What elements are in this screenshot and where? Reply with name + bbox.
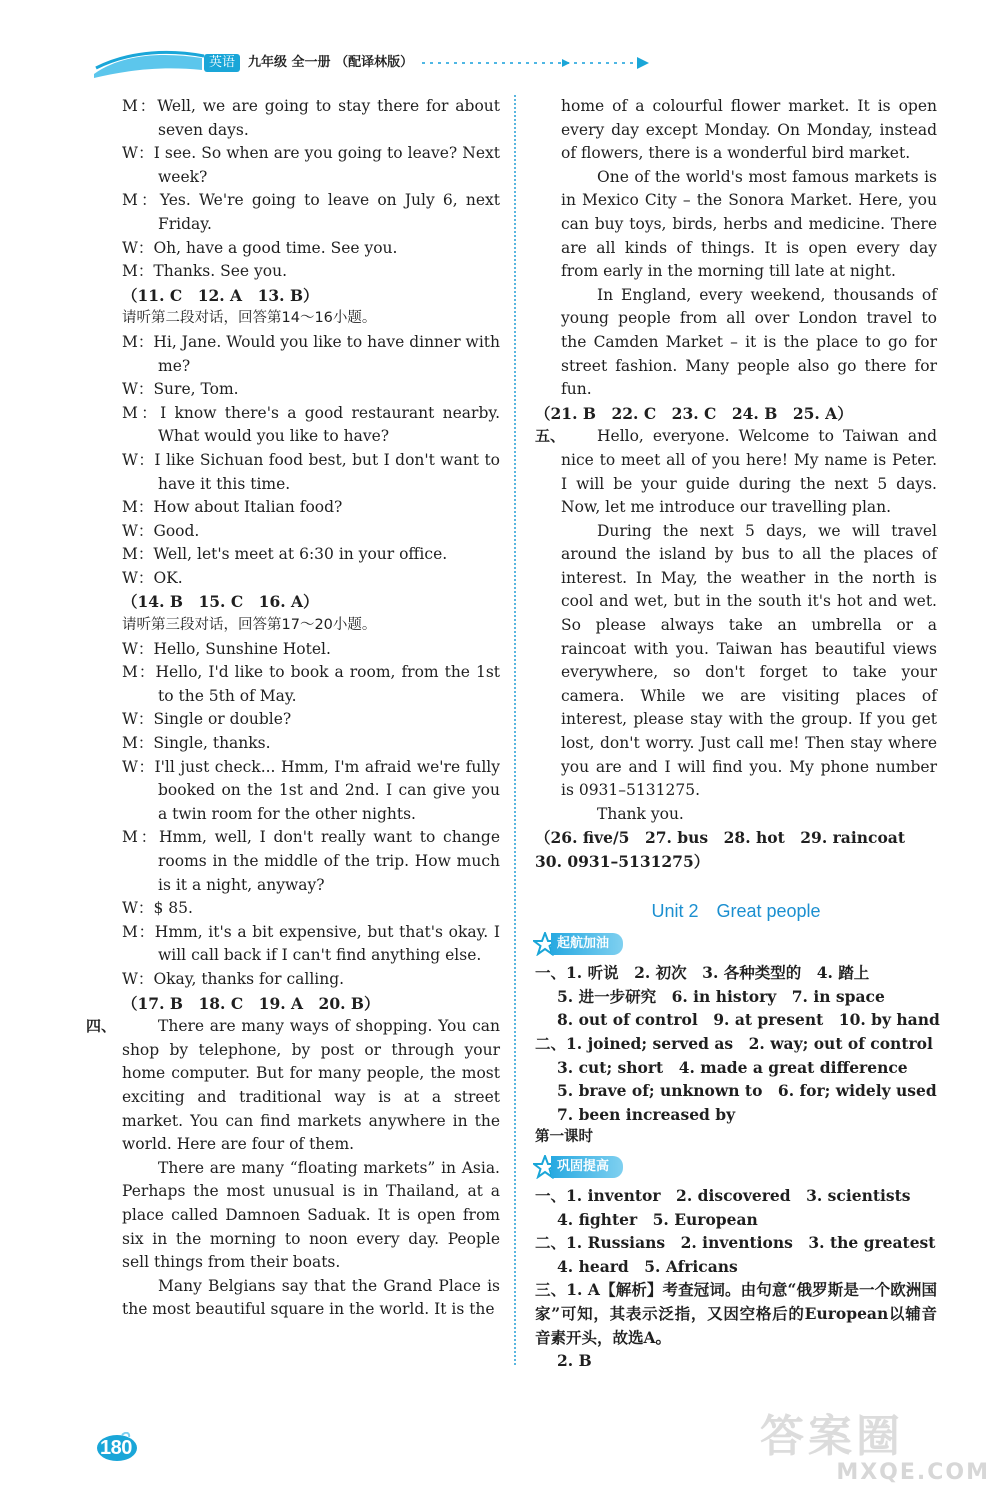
speaker: M： xyxy=(122,828,160,847)
left-column xyxy=(86,95,501,1322)
passage-paragraph: During the next 5 days, we will travel around the island by bus to all the places of interest. In May, the weather in the north is cool and wet, but in the south it's hot and wet. So please always take an umbrella or a raincoat with you. Taiwan has beautiful views everywhere, so don't forget to take your camera. While we are visiting places of interest, please stay with the group. If you get lost, don't worry. Just call me! Then stay where you are and I will find you. My phone number is 0931–5131275. xyxy=(561,521,937,800)
page-number-text: 180 xyxy=(100,1437,132,1459)
lesson-heading: 第一课时 xyxy=(535,1129,593,1146)
exercise-line: 2. B xyxy=(557,1351,592,1371)
dialogue-text: Okay, thanks for calling. xyxy=(153,969,345,988)
dialogue-line xyxy=(122,756,500,827)
dialogue-text: I see. So when are you going to leave? Next week? xyxy=(153,144,500,186)
dialogue-line xyxy=(122,142,500,189)
exercise-list xyxy=(535,961,940,1126)
section-banner xyxy=(533,931,937,957)
dialogue-text: Hi, Jane. Would you like to have dinner with me? xyxy=(153,332,500,375)
dialogue-line xyxy=(122,260,500,284)
dialogue-text: Yes. We're going to leave on July 6, next Friday. xyxy=(158,191,501,233)
dialogue-text: How about Italian food? xyxy=(153,498,343,517)
dialogue-line xyxy=(122,826,500,897)
dialogue-3 xyxy=(122,638,500,992)
exercise-line: 3. cut; short 4. made a great difference xyxy=(557,1057,908,1077)
banner-label: 起航加油 xyxy=(551,933,623,955)
section-five xyxy=(535,425,937,826)
dialogue-line xyxy=(122,402,500,449)
banner-label: 巩固提高 xyxy=(551,1156,623,1178)
dialogue-line xyxy=(122,661,500,708)
dialogue-2 xyxy=(122,331,500,591)
dialogue-text: Good. xyxy=(153,521,200,540)
book-title xyxy=(248,54,413,72)
dialogue-1-tail xyxy=(122,95,500,284)
exercise-line: 4. fighter 5. European xyxy=(557,1209,758,1229)
passage-paragraph: There are many ways of shopping. You can shop by telephone, by post or through your home computer. But for many people, the most exciting and traditional way is at a street market. You can find markets anywhere in the world. Here are four of them. xyxy=(122,1017,500,1154)
speaker: M： xyxy=(122,498,154,517)
dialogue-line xyxy=(122,897,500,921)
answer-key: （11. C 12. A 13. B） xyxy=(122,285,319,305)
dialogue-text: I'll just check... Hmm, I'm afraid we're fully booked on the 1st and 2nd. I can give you a twin room for the other nights. xyxy=(154,757,500,823)
section-banner xyxy=(533,1154,937,1180)
speaker: W： xyxy=(122,568,154,587)
dialogue-text: Hmm, well, I don't really want to change rooms in the middle of the trip. How much is it a night, anyway? xyxy=(158,828,501,894)
passage-paragraph: Hello, everyone. Welcome to Taiwan and nice to meet all of you here! My name is Peter. I will be your guide during the next 5 days. Now, let me introduce our travelling plan. xyxy=(561,427,937,517)
dialogue-line xyxy=(122,567,500,591)
speaker: M： xyxy=(122,734,154,753)
speaker: M： xyxy=(122,403,161,422)
speaker: W： xyxy=(122,380,154,399)
listening-instruction: 请听第三段对话，回答第17～20小题。 xyxy=(122,617,377,634)
dialogue-line xyxy=(122,331,500,378)
dialogue-text: I know there's a good restaurant nearby. What would you like to have? xyxy=(158,403,500,446)
dialogue-text: I like Sichuan food best, but I don't want to have it this time. xyxy=(154,450,501,493)
exercise-line: 5. 进一步研究 6. in history 7. in space xyxy=(557,986,885,1006)
speaker: M： xyxy=(122,262,154,281)
answer-key: （21. B 22. C 23. C 24. B 25. A） xyxy=(535,403,853,423)
passage-paragraph: One of the world's most famous markets is in Mexico City – the Sonora Market. Here, you can buy toys, birds, herbs and medicine. There are all kinds of things. It is open every day from early in the morning till late at night. xyxy=(561,167,937,281)
dialogue-text: Well, let's meet at 6:30 in your office. xyxy=(153,545,448,564)
volume-label: 全一册 xyxy=(291,55,331,70)
exercise-line: 7. been increased by xyxy=(557,1104,736,1124)
watermark-text: 答案圈 xyxy=(760,1411,904,1462)
watermark-logo xyxy=(760,1400,990,1490)
exercise-line: 二、1. Russians 2. inventions 3. the greatest xyxy=(535,1233,936,1253)
dialogue-text: Thanks. See you. xyxy=(153,262,288,281)
dialogue-text: Single, thanks. xyxy=(153,734,271,753)
dialogue-line xyxy=(122,708,500,732)
dialogue-line xyxy=(122,449,500,496)
speaker: W： xyxy=(122,710,154,729)
listening-instruction: 请听第二段对话，回答第14～16小题。 xyxy=(122,310,377,327)
grade-label: 九年级 xyxy=(248,55,288,70)
subject-badge: 英语 xyxy=(204,54,240,72)
dialogue-text: Single or double? xyxy=(153,710,292,729)
section-number: 五、 xyxy=(535,427,566,446)
dialogue-text: Hello, I'd like to book a room, from the 1st to the 5th of May. xyxy=(155,663,501,705)
edition-label: （配译林版） xyxy=(335,55,414,70)
dialogue-text: Hmm, it's a bit expensive, but that's okay. I will call back if I can't find anything else. xyxy=(154,922,500,965)
exercise-line: 8. out of control 9. at present 10. by hand xyxy=(557,1010,940,1030)
dialogue-line xyxy=(122,378,500,402)
dialogue-line xyxy=(122,95,500,142)
exercise-line: 一、1. inventor 2. discovered 3. scientists xyxy=(535,1185,911,1205)
passage-paragraph: Thank you. xyxy=(597,804,684,823)
dialogue-text: $ 85. xyxy=(153,899,193,918)
dialogue-text: OK. xyxy=(153,568,183,587)
answer-key: 30. 0931–5131275） xyxy=(535,852,710,871)
speaker: W： xyxy=(122,238,154,257)
exercise-line: 4. heard 5. Africans xyxy=(557,1256,738,1276)
section-four xyxy=(86,1015,500,1322)
speaker: M： xyxy=(122,191,160,210)
watermark-url: MXQE.COM xyxy=(836,1460,990,1485)
speaker: W： xyxy=(122,450,155,469)
answer-key: （26. five/5 27. bus 28. hot 29. raincoat xyxy=(535,828,905,848)
answer-key: （14. B 15. C 16. A） xyxy=(122,592,319,612)
speaker: M： xyxy=(122,332,154,351)
dialogue-line xyxy=(122,968,500,992)
speaker: M： xyxy=(122,922,155,941)
dialogue-line xyxy=(122,237,500,261)
exercise-line: 二、1. joined; served as 2. way; out of control xyxy=(535,1033,933,1053)
speaker: M： xyxy=(122,97,158,115)
section-number: 四、 xyxy=(86,1017,117,1036)
exercise-line: 5. brave of; unknown to 6. for; widely used xyxy=(557,1081,937,1101)
speaker: W： xyxy=(122,969,154,988)
right-column xyxy=(535,95,940,1373)
speaker: W： xyxy=(122,639,154,658)
dialogue-line xyxy=(122,921,500,968)
exercise-explanation: 三、1. A【解析】考查冠词。由句意“俄罗斯是一个欧洲国家”可知，其表示泛指，又因空格后的European以辅音音素开头，故选A。 xyxy=(535,1280,937,1347)
dialogue-text: Oh, have a good time. See you. xyxy=(153,238,398,257)
speaker: M： xyxy=(122,545,154,564)
dialogue-line xyxy=(122,638,500,662)
column-divider xyxy=(514,95,516,1365)
dialogue-line xyxy=(122,520,500,544)
passage-paragraph: Many Belgians say that the Grand Place is the most beautiful square in the world. It is the xyxy=(122,1276,500,1319)
dialogue-line xyxy=(122,189,500,236)
speaker: W： xyxy=(122,144,154,163)
passage-paragraph: In England, every weekend, thousands of young people from all over London travel to the Camden Market – it is the place to go for street fashion. Many people also go there for fun. xyxy=(561,285,937,399)
dialogue-text: Hello, Sunshine Hotel. xyxy=(153,639,331,658)
passage-paragraph: home of a colourful flower market. It is open every day except Monday. On Monday, instead of flowers, there is a wonderful bird market. xyxy=(561,97,937,163)
exercise-list xyxy=(535,1184,937,1373)
dialogue-text: Well, we are going to stay there for about seven days. xyxy=(157,97,501,139)
speaker: W： xyxy=(122,757,155,776)
exercise-line: 一、1. 听说 2. 初次 3. 各种类型的 4. 踏上 xyxy=(535,963,870,983)
page-header xyxy=(92,44,652,84)
page-number xyxy=(96,1432,138,1462)
dialogue-line xyxy=(122,732,500,756)
dialogue-line xyxy=(122,496,500,520)
passage-paragraph: There are many “floating markets” in Asia. Perhaps the most unusual is in Thailand, at a place called Damnoen Saduak. It is open from six in the morning to noon every day. People sell things from their boats. xyxy=(122,1158,500,1272)
unit-title: Unit 2 Great people xyxy=(651,900,821,921)
speaker: W： xyxy=(122,899,154,918)
dialogue-text: Sure, Tom. xyxy=(153,380,239,399)
dialogue-line xyxy=(122,543,500,567)
speaker: M： xyxy=(122,663,156,682)
answer-key: （17. B 18. C 19. A 20. B） xyxy=(122,993,380,1013)
speaker: W： xyxy=(122,521,154,540)
